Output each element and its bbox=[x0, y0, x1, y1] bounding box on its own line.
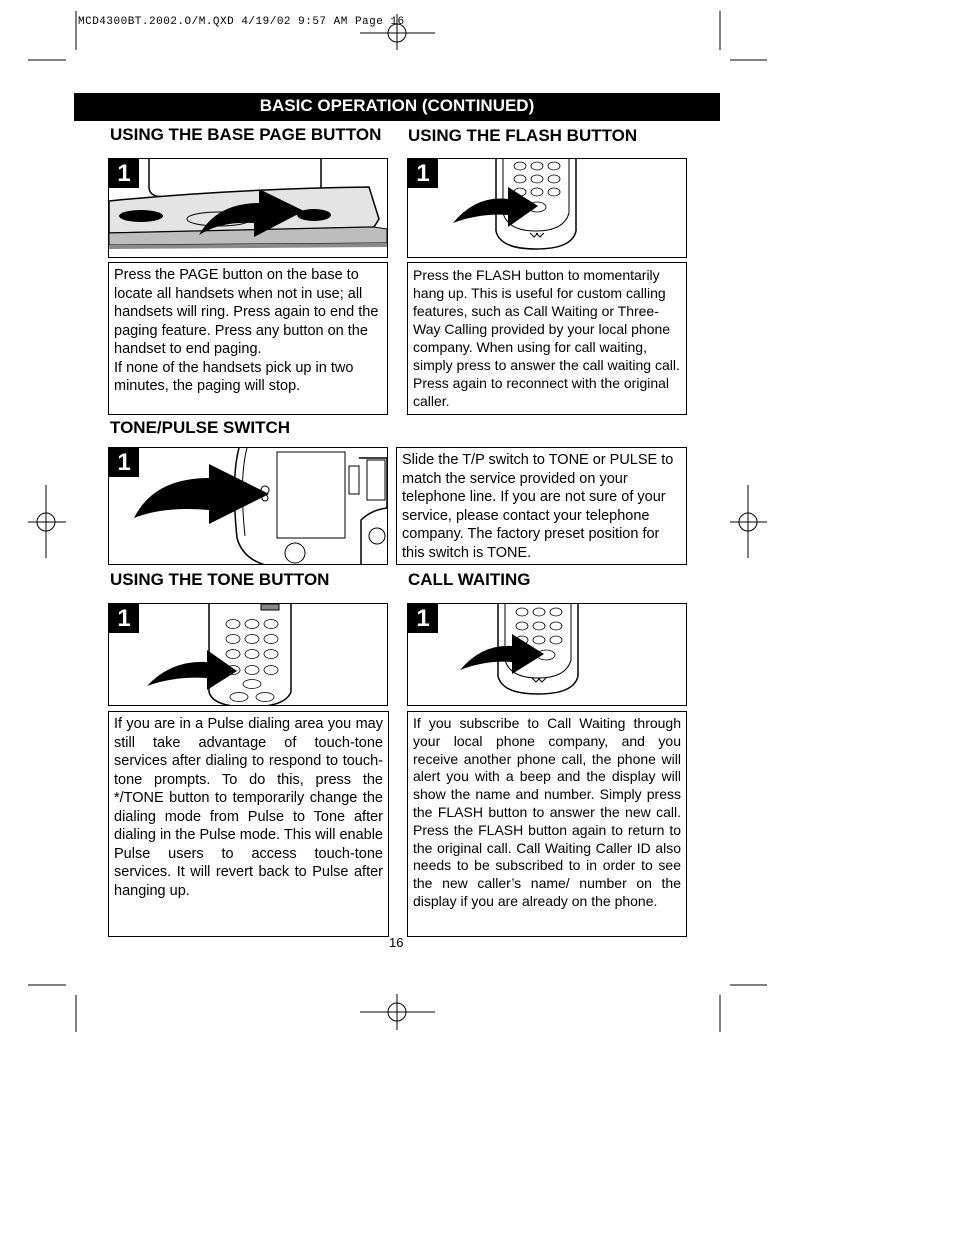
handset-drawing bbox=[408, 604, 687, 706]
banner-title: BASIC OPERATION (CONTINUED) bbox=[74, 93, 720, 121]
file-slug: MCD4300BT.2002.O/M.QXD 4/19/02 9:57 AM Page 16 bbox=[78, 16, 405, 28]
tone-button-illustration bbox=[108, 603, 388, 706]
tone-button-text-box bbox=[108, 711, 389, 937]
handset-drawing bbox=[408, 159, 687, 258]
call-waiting-illustration bbox=[407, 603, 687, 706]
phone-base-drawing bbox=[109, 159, 388, 258]
tone-pulse-paragraph: Slide the T/P switch to TONE or PULSE to match the service provided on your telephone line. If you are not sure of your service, please contact your telephone company. The factory preset position for this switch is TONE. bbox=[402, 452, 674, 561]
call-waiting-paragraph: If you subscribe to Call Waiting through your local phone company, and you receive another phone call, the phone will alert you with a beep and the display will show the name and number. Simply press the FLASH button to answer the new call. Press the FLASH button again to return to the original call. Call Waiting Caller ID also needs to be subscribed to in order to see the new caller’s name/ number on the display if you are already on the phone. bbox=[413, 715, 681, 909]
heading-tone-pulse: TONE/PULSE SWITCH bbox=[110, 418, 291, 437]
heading-base-page: USING THE BASE PAGE BUTTON bbox=[110, 125, 382, 144]
step-badge: 1 bbox=[408, 159, 438, 188]
step-badge: 1 bbox=[109, 159, 139, 188]
tone-pulse-illustration bbox=[108, 447, 388, 565]
base-page-paragraph: If none of the handsets pick up in two minutes, the paging will stop. bbox=[114, 359, 354, 394]
handset-back-drawing bbox=[109, 448, 388, 565]
flash-illustration bbox=[407, 158, 687, 258]
heading-tone-button: USING THE TONE BUTTON bbox=[110, 570, 330, 589]
base-page-text-box bbox=[108, 262, 388, 415]
step-badge: 1 bbox=[109, 448, 139, 477]
heading-flash: USING THE FLASH BUTTON bbox=[408, 126, 638, 145]
call-waiting-text-box bbox=[407, 711, 687, 937]
step-badge: 1 bbox=[408, 604, 438, 633]
flash-text-box bbox=[407, 262, 687, 415]
tone-pulse-text-box bbox=[396, 447, 687, 565]
registration-mark-right bbox=[730, 485, 767, 558]
base-page-paragraph: Press the PAGE button on the base to locate all handsets when not in use; all handsets will ring. Press again to end the paging feature. Press any button on the handset to end paging. bbox=[114, 267, 379, 357]
flash-paragraph: Press the FLASH button to momentarily hang up. This is useful for custom calling features, such as Call Waiting or Three-Way Calling provided by your local phone company. When using for call waiting, simply press to answer the call waiting call. Press again to reconnect with the original caller. bbox=[413, 267, 680, 409]
registration-mark-left bbox=[28, 485, 66, 558]
page-number: 16 bbox=[389, 935, 404, 950]
step-badge: 1 bbox=[109, 604, 139, 633]
heading-call-waiting: CALL WAITING bbox=[408, 570, 531, 589]
handset-keypad-drawing bbox=[109, 604, 388, 706]
registration-mark-bottom bbox=[360, 994, 435, 1030]
tone-button-paragraph: If you are in a Pulse dialing area you may still take advantage of touch-tone services after dialing to respond to touch-tone prompts. To do this, press the */TONE button to temporarily change the dialing mode from Pulse to Tone after dialing in the Pulse mode. This will enable Pulse users to access touch-tone services. It will revert back to Pulse after hanging up. bbox=[114, 716, 383, 899]
base-page-illustration bbox=[108, 158, 388, 258]
